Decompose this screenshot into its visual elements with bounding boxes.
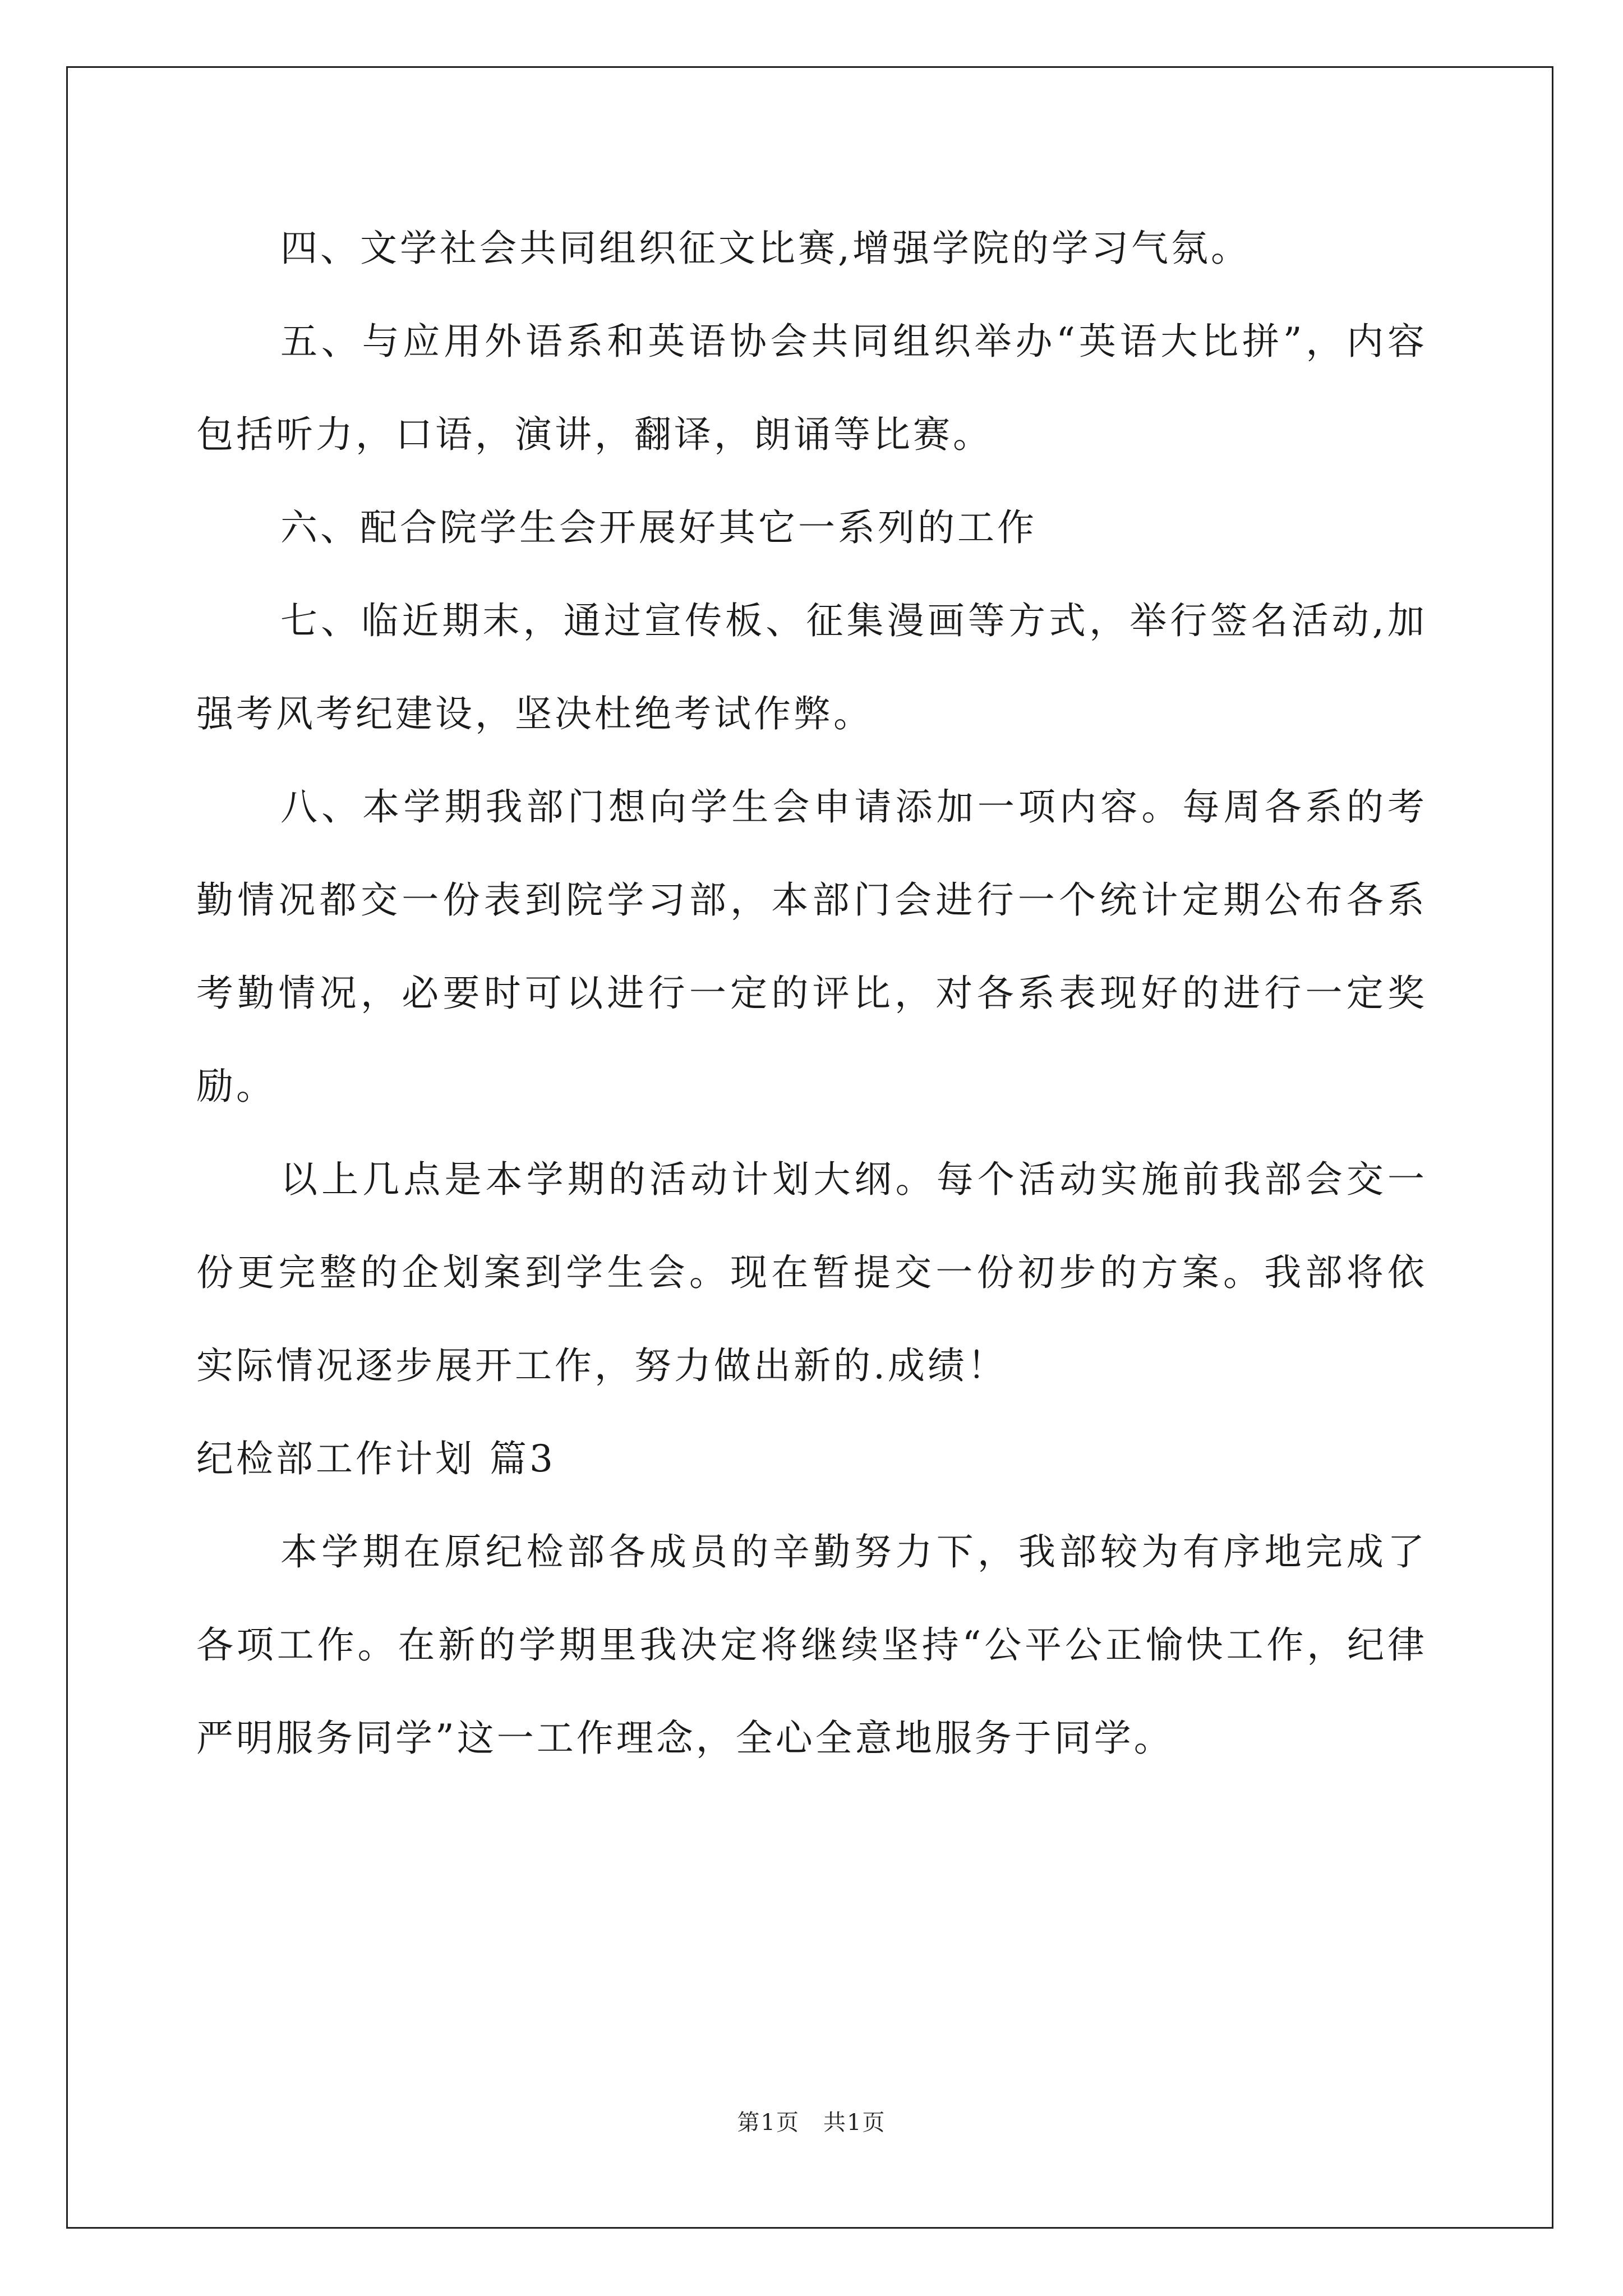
- paragraph-8: 八、本学期我部门想向学生会申请添加一项内容。每周各系的考勤情况都交一份表到院学习部，本部门会进行一个统计定期公布各系考勤情况，必要时可以进行一定的评比，对各系表现好的进行一定奖励。: [196, 785, 1427, 1108]
- paragraph-6: 六、配合院学生会开展好其它一系列的工作: [280, 506, 1037, 549]
- section-paragraph: 本学期在原纪检部各成员的辛勤努力下，我部较为有序地完成了各项工作。在新的学期里我决定将继续坚持“公平公正愉快工作，纪律严明服务同学”这一工作理念，全心全意地服务于同学。: [196, 1530, 1427, 1760]
- paragraph-summary: 以上几点是本学期的活动计划大纲。每个活动实施前我部会交一份更完整的企划案到学生会。现在暂提交一份初步的方案。我部将依实际情况逐步展开工作，努力做出新的.成绩！: [196, 1158, 1427, 1387]
- document-body: [196, 202, 1427, 1785]
- paragraph-7: 七、临近期末，通过宣传板、征集漫画等方式，举行签名活动,加强考风考纪建设，坚决杜绝考试作弊。: [196, 599, 1427, 735]
- paragraph-5: 五、与应用外语系和英语协会共同组织举办“英语大比拼”，内容包括听力，口语，演讲，翻译，朗诵等比赛。: [196, 320, 1427, 456]
- section-heading: 纪检部工作计划 篇3: [196, 1437, 556, 1480]
- paragraph-4: 四、文学社会共同组织征文比赛,增强学院的学习气氛。: [280, 227, 1251, 270]
- page-number-footer: 第1页 共1页: [737, 2110, 886, 2136]
